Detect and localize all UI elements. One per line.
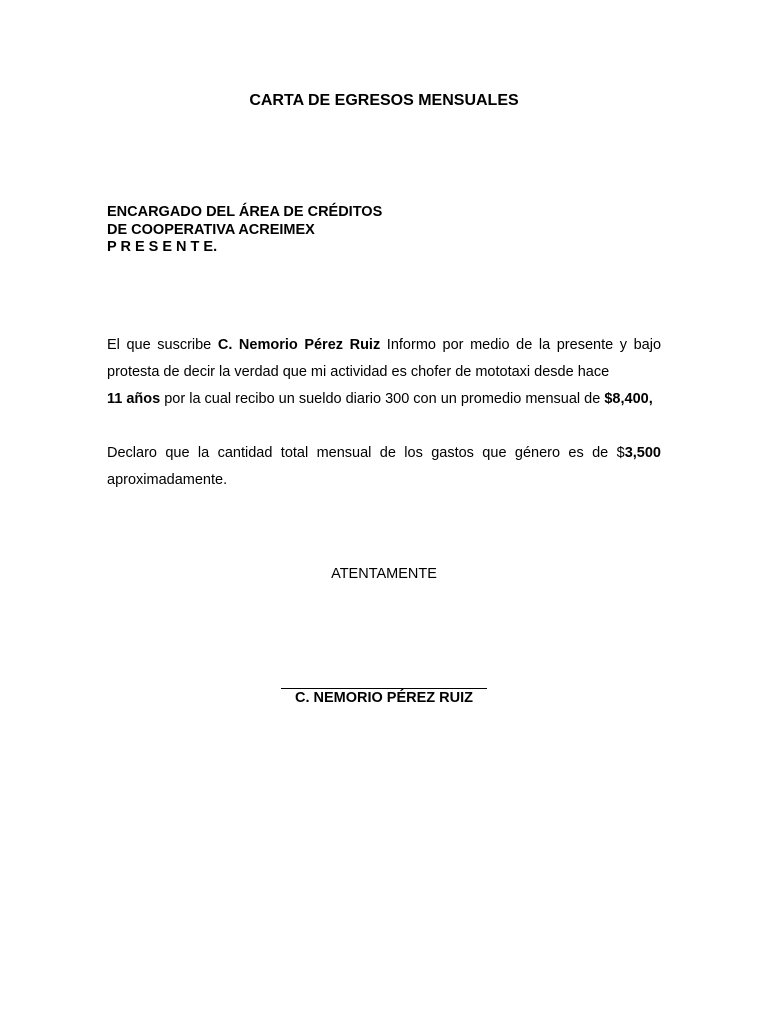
closing-text: ATENTAMENTE	[331, 566, 437, 582]
expenses-paragraph	[107, 440, 661, 494]
signature-line	[281, 688, 487, 689]
income-line-3	[107, 386, 661, 413]
monthly-income-amount: $8,400,	[604, 391, 653, 407]
addressee-line-1: ENCARGADO DEL ÁREA DE CRÉDITOS	[107, 204, 383, 220]
income-line-2: protesta de decir la verdad que mi actividad es chofer de mototaxi desde hace	[107, 364, 610, 380]
addressee-line-3: P R E S E N T E.	[107, 239, 218, 255]
signer-name: C. NEMORIO PÉREZ RUIZ	[294, 690, 474, 706]
monthly-expenses-amount: 3,500	[624, 445, 661, 461]
signer-name-inline: C. Nemorio Pérez Ruiz	[217, 337, 381, 353]
years-of-activity: 11 años	[107, 391, 161, 407]
expenses-text: Declaro que la cantidad total mensual de los gastos que género es de $	[107, 445, 625, 461]
income-paragraph	[107, 332, 661, 413]
expenses-line-2: aproximadamente.	[107, 472, 228, 488]
expenses-line-1	[107, 440, 661, 467]
income-line-1	[107, 332, 661, 359]
income-intro-text: El que suscribe	[107, 337, 218, 353]
addressee-block	[107, 204, 382, 257]
addressee-line-2: DE COOPERATIVA ACREIMEX	[107, 221, 315, 238]
document-title: CARTA DE EGRESOS MENSUALES	[249, 92, 519, 109]
income-intro-text-cont: Informo por medio de la presente y bajo	[380, 337, 662, 353]
income-detail-text: por la cual recibo un sueldo diario 300 con un promedio mensual de	[160, 391, 605, 407]
